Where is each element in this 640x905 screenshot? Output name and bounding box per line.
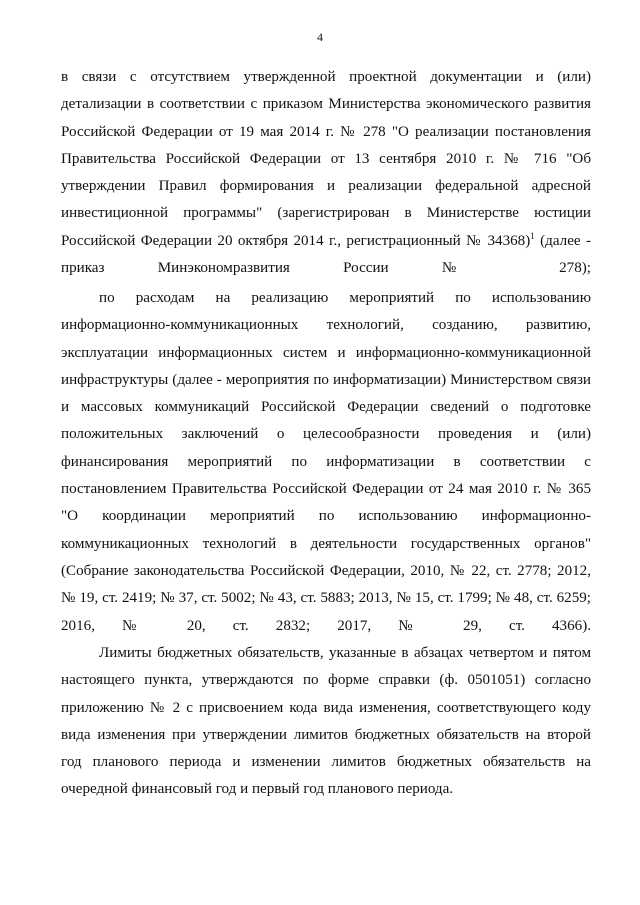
- footnote-mark: 1: [530, 230, 535, 241]
- paragraph-1-text-after: (далее - приказ Минэкономразвития России № 278);: [61, 232, 591, 277]
- paragraph-3: Лимиты бюджетных обязательств, указанные в абзацах четвертом и пятом настоящего пункта, утверждаются по форме справки (ф. 0501051) согласно приложению № 2 с присвоением кода вида изменения, соответствующего коду вида изменения при утверждении лимитов бюджетных обязательств на второй год планового периода и изменении лимитов бюджетных обязательств на очередной финансовый год и первый год планового периода.: [61, 645, 591, 798]
- paragraph-1-text: в связи с отсутствием утвержденной проектной документации и (или) детализации в соответствии с приказом Министерства экономического развития Российской Федерации от 19 мая 2014 г. № 278 "О реализации постановления Правительства Российской Федерации от 13 сентября 2010 г. № 716 "Об утверждении Правил формирования и реализации федеральной адресной инвестиционной программы" (зарегистрирован в Министерстве юстиции Российской Федерации 20 октября 2014 г., регистрационный № 34368): [61, 69, 591, 249]
- page-number: 4: [317, 30, 323, 44]
- paragraph-2: по расходам на реализацию мероприятий по использованию информационно-коммуникационных технологий, созданию, развитию, эксплуатации информационных систем и информационно-коммуникационной инфраструктуры (далее - мероприятия по информатизации) Министерством связи и массовых коммуникаций Российской Федерации сведений о подготовке положительных заключений о целесообразности проведения и (или) финансирования мероприятий по информатизации в соответствии с постановлением Правительства Российской Федерации от 24 мая 2010 г. № 365 "О координации мероприятий по использованию информационно-коммуникационных технологий в деятельности государственных органов" (Собрание законодательства Российской Федерации, 2010, № 22, ст. 2778; 2012, № 19, ст. 2419; № 37, ст. 5002; № 43, ст. 5883; 2013, № 15, ст. 1799; № 48, ст. 6259; 2016, № 20, ст. 2832; 2017, № 29, ст. 4366).: [61, 290, 591, 634]
- paragraph-1: [61, 64, 591, 282]
